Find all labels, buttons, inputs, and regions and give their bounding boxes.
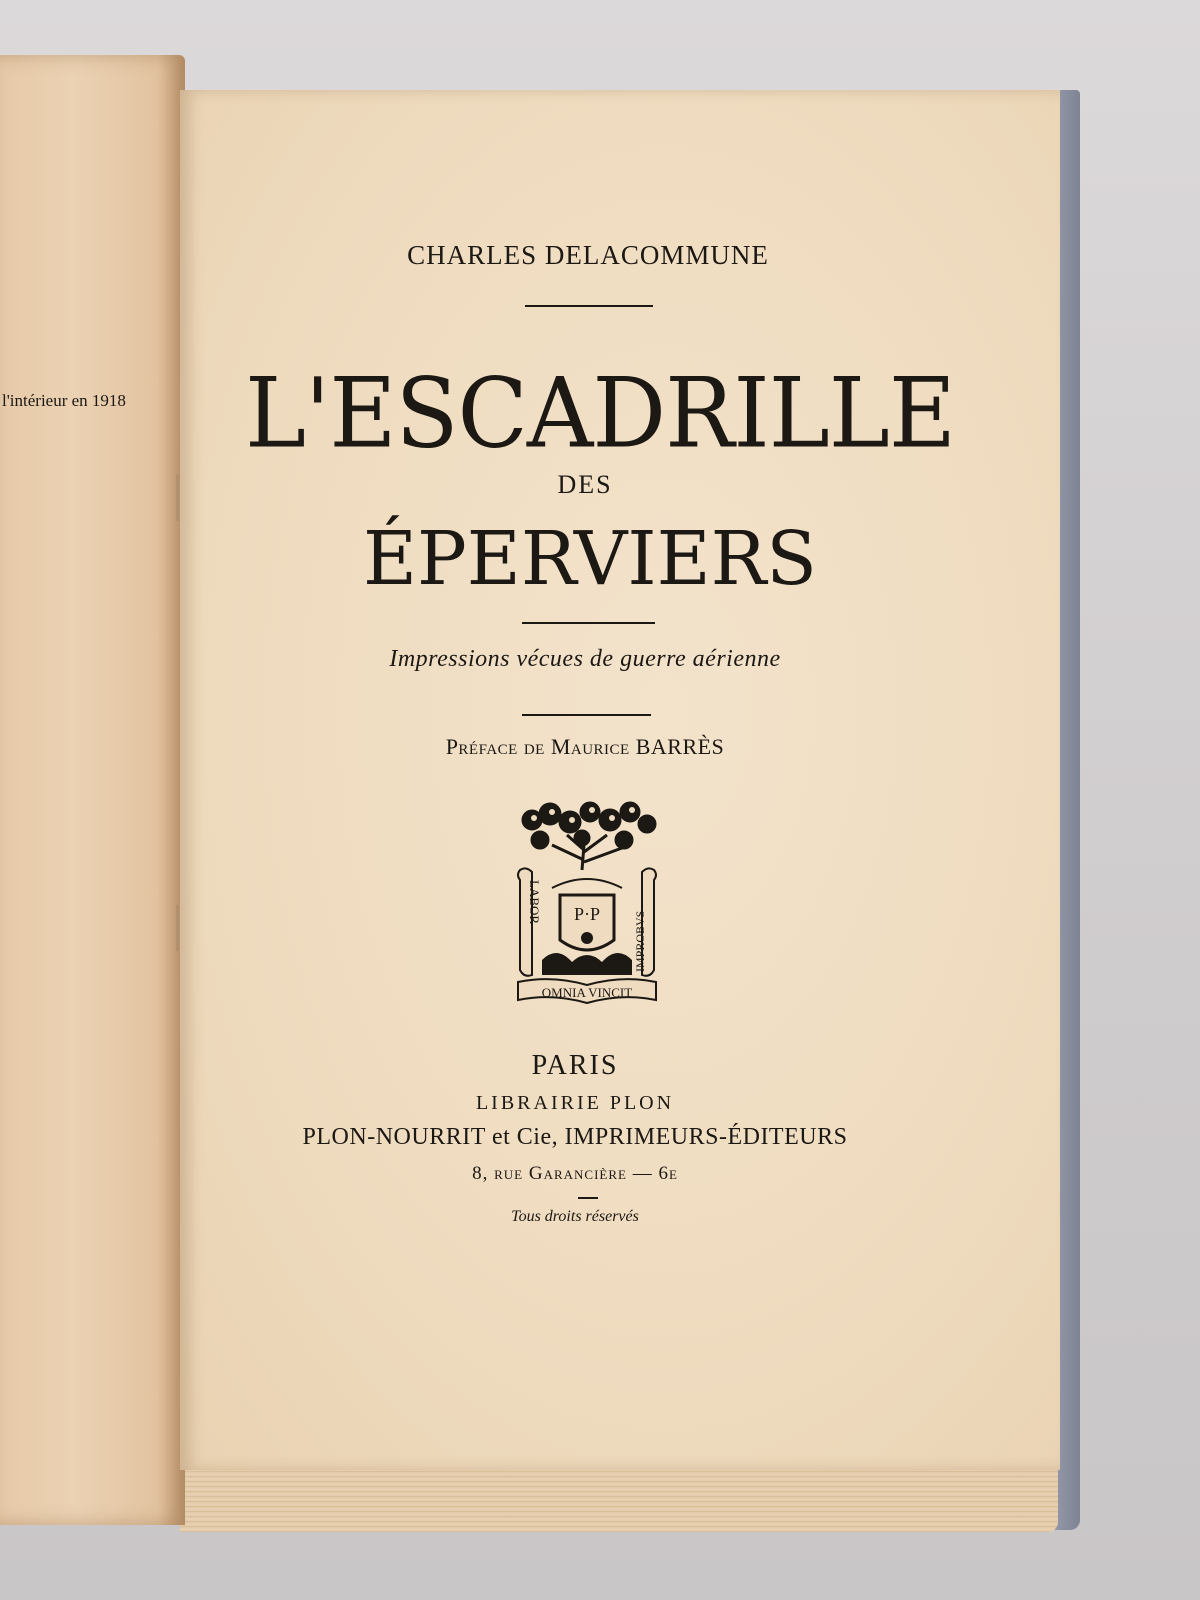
divider-rule xyxy=(522,622,655,624)
left-page-note: l'intérieur en 1918 xyxy=(2,391,126,410)
imprint-rights: Tous droits réservés xyxy=(511,1208,639,1225)
preface-credit: Préface de Maurice BARRÈS xyxy=(445,734,725,759)
imprint-printers: PLON-NOURRIT et Cie, IMPRIMEURS-ÉDITEURS xyxy=(302,1124,848,1150)
publisher-tree-emblem-icon xyxy=(512,800,662,1018)
book-subtitle: Impressions vécues de guerre aérienne xyxy=(389,646,781,672)
emblem-monogram: P·P xyxy=(573,904,601,924)
binding-stitch xyxy=(176,905,179,951)
divider-rule xyxy=(525,305,653,307)
imprint-publisher: LIBRAIRIE PLON xyxy=(475,1092,675,1114)
book-title-line1: L'ESCADRILLE xyxy=(244,357,956,470)
divider-rule xyxy=(522,714,651,716)
imprint-city: PARIS xyxy=(531,1050,619,1081)
author-name: CHARLES DELACOMMUNE xyxy=(407,240,769,270)
title-page xyxy=(180,90,1060,1470)
left-page xyxy=(0,55,185,1525)
emblem-motto-right: IMPROBVS xyxy=(633,910,647,972)
emblem-motto-left: LABOR xyxy=(527,880,542,925)
book-title-line3: ÉPERVIERS xyxy=(362,516,817,602)
imprint-address: 8, rue Garancière — 6e xyxy=(472,1163,678,1184)
emblem-motto-bottom: OMNIA VINCIT xyxy=(541,985,633,1000)
divider-rule xyxy=(578,1197,598,1199)
book-title-line2: DES xyxy=(557,470,613,499)
